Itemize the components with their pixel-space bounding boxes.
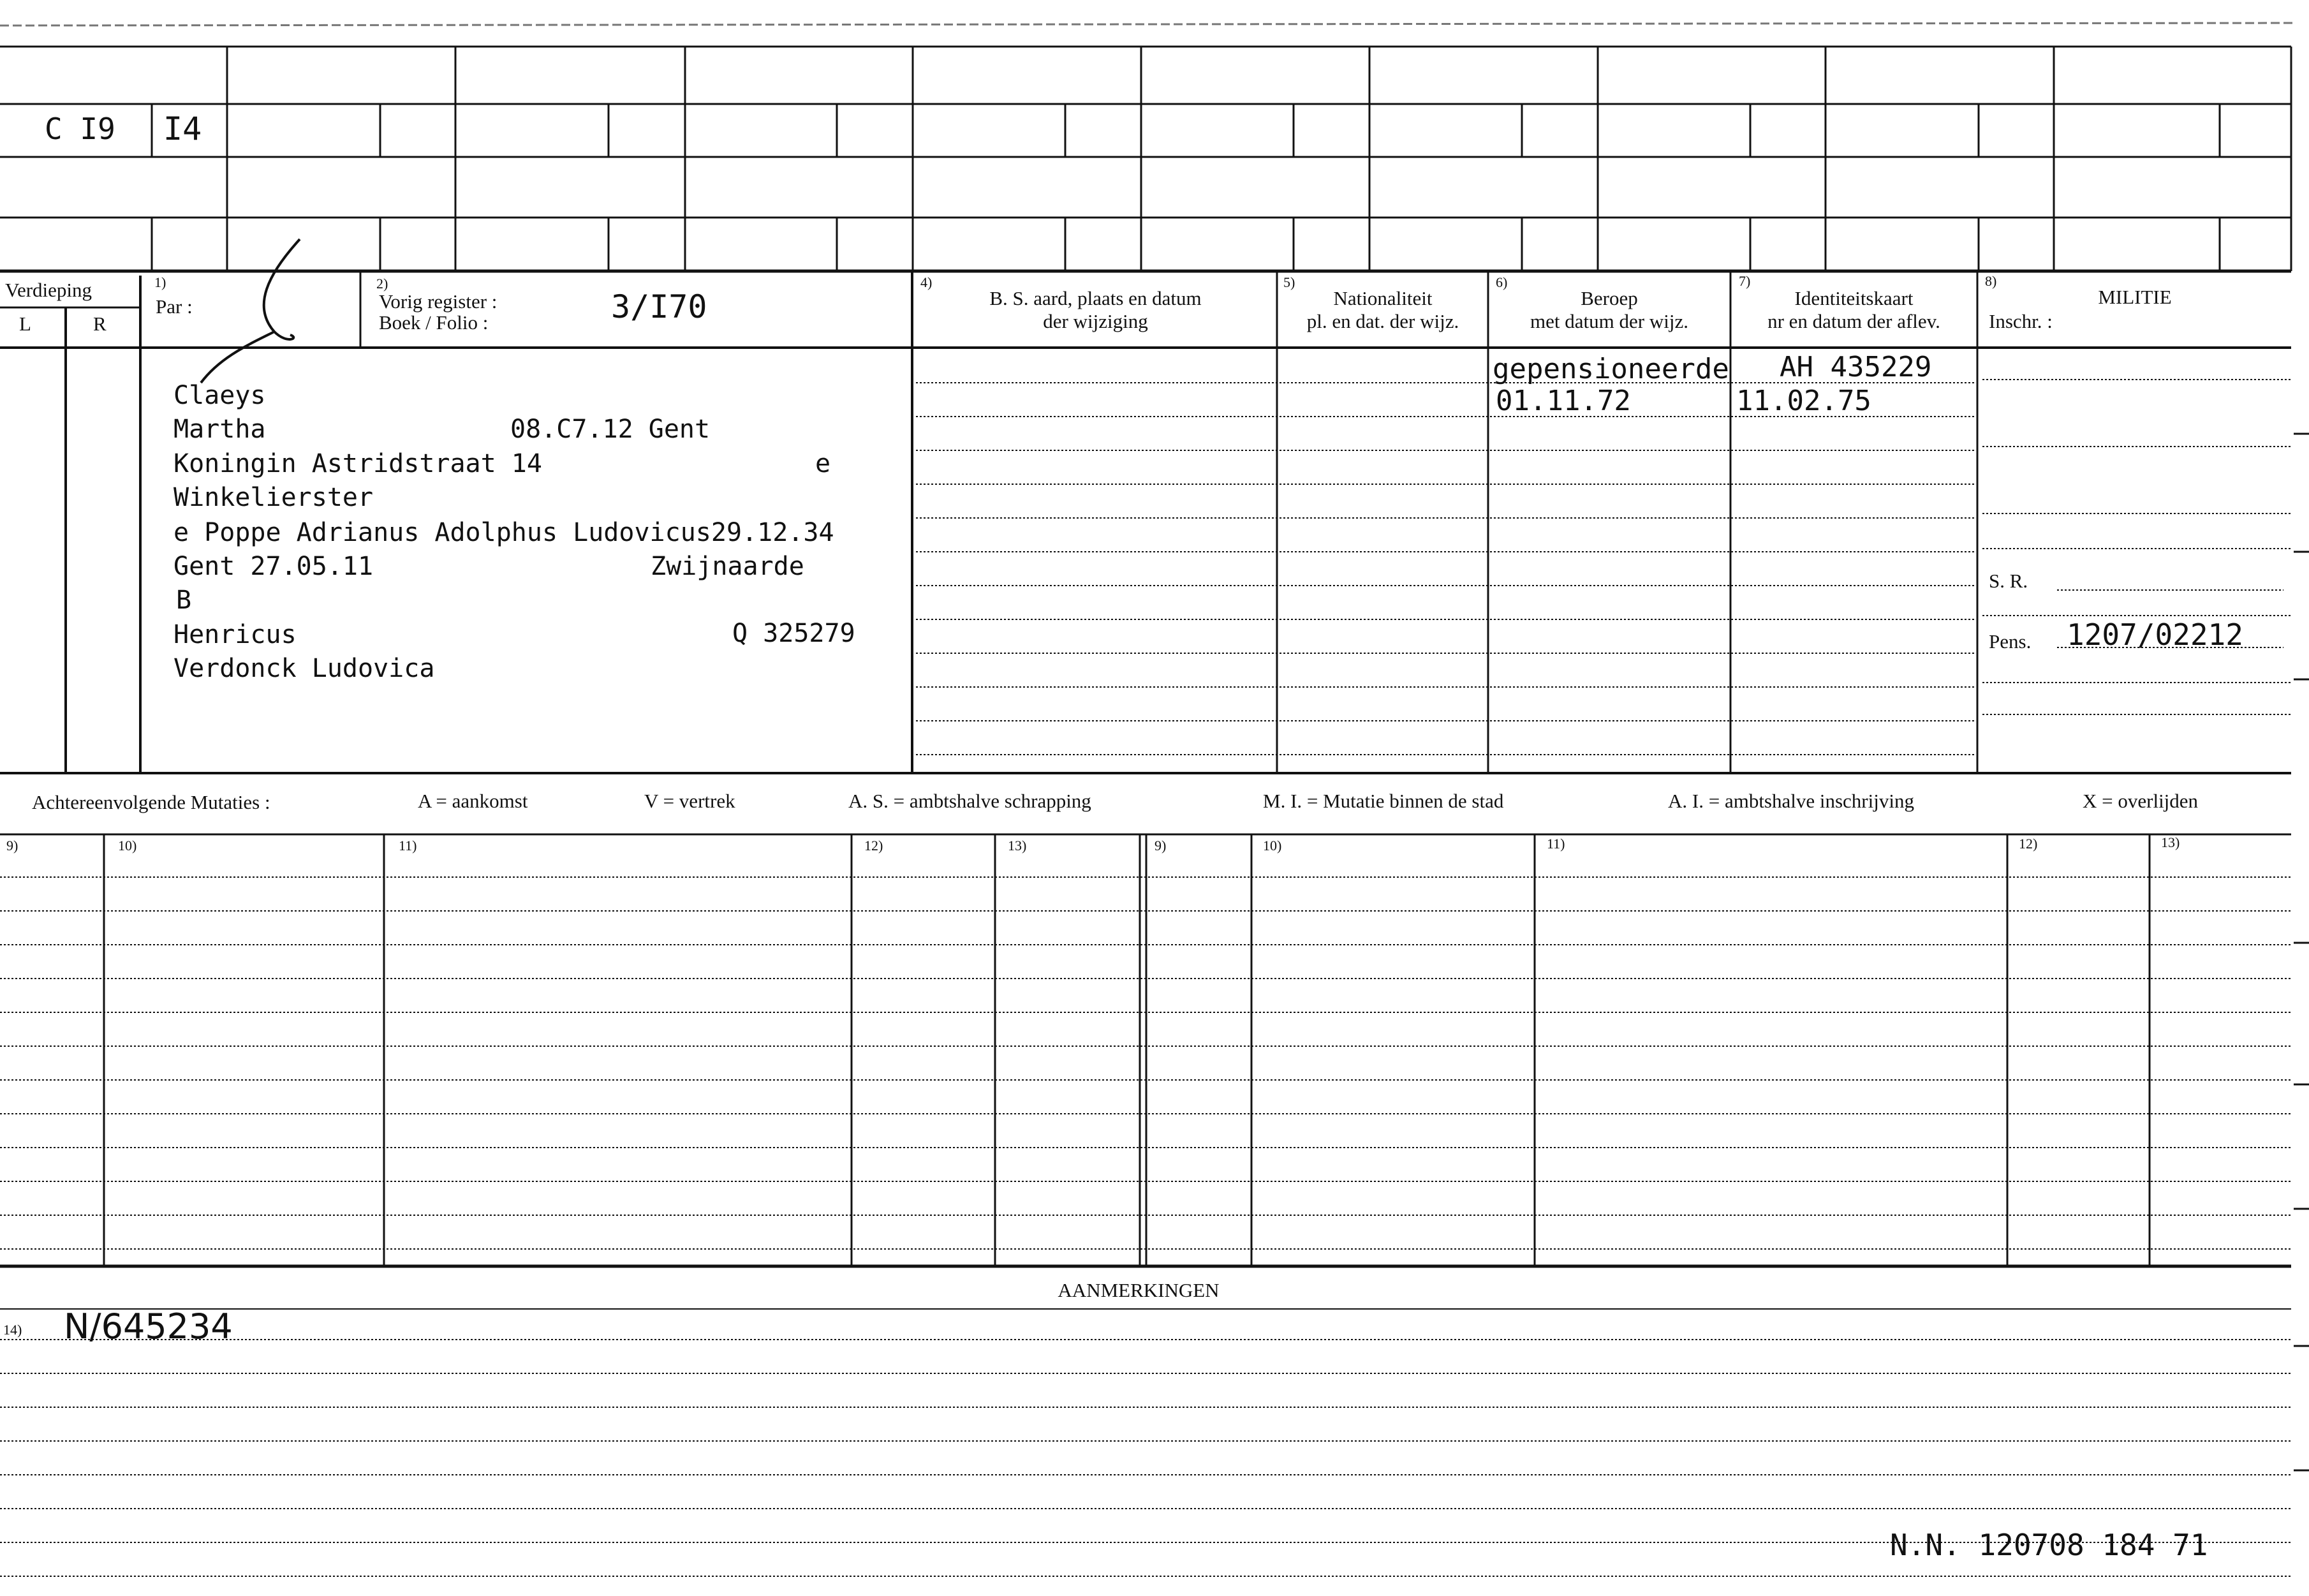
first-name: Martha (173, 415, 266, 444)
remarks-title: AANMERKINGEN (1058, 1279, 1220, 1301)
par-number: 1) (154, 274, 166, 290)
identiteitskaart-label: Identiteitskaart (1794, 287, 1914, 309)
mut-col-12-left: 12) (864, 838, 883, 853)
militie-title: MILITIE (2098, 286, 2172, 308)
mother-name: Verdonck Ludovica (173, 654, 435, 683)
father-name: Henricus (173, 620, 297, 649)
identiteitskaart-sublabel: nr en datum der aflev. (1767, 310, 1940, 332)
militie-inschr-label: Inschr. : (1989, 310, 2053, 332)
beroep-date: 01.11.72 (1496, 385, 1631, 417)
spouse-line: e Poppe Adrianus Adolphus Ludovicus29.12.34 (173, 518, 834, 547)
boek-folio-value: 3/I70 (611, 288, 707, 325)
surname: Claeys (173, 381, 266, 410)
identiteitskaart-number: 7) (1739, 273, 1751, 289)
occupation: Winkelierster (173, 483, 374, 512)
register-code-a: C I9 (45, 112, 115, 146)
spouse-birth-place: Gent 27.05.11 (173, 552, 374, 581)
mut-col-11-left: 11) (399, 838, 417, 853)
legend-inschrijving: A. I. = ambtshalve inschrijving (1668, 790, 1914, 812)
national-number: N.N. 120708 184 71 (1890, 1528, 2208, 1562)
mut-col-12-right: 12) (2019, 836, 2038, 852)
mut-col-13-right: 13) (2161, 834, 2180, 850)
militie-number: 8) (1985, 273, 1997, 289)
identity-card-number: AH 435229 (1780, 351, 1932, 383)
pen-stroke (201, 239, 300, 383)
beroep-sublabel: met datum der wijz. (1530, 310, 1688, 332)
militie-pens-label: Pens. (1989, 630, 2032, 653)
mut-col-9-left: 9) (6, 838, 18, 853)
col-r-label: R (93, 313, 107, 335)
birth-date-place: 08.C7.12 Gent (510, 415, 711, 444)
beroep-label: Beroep (1581, 287, 1638, 309)
remarks-value: N/645234 (64, 1306, 233, 1347)
nationaliteit-sublabel: pl. en dat. der wijz. (1306, 310, 1459, 332)
beroep-number: 6) (1496, 274, 1508, 290)
mut-col-10-left: 10) (118, 838, 137, 853)
father-code: Q 325279 (732, 619, 855, 648)
legend-schrapping: A. S. = ambtshalve schrapping (848, 790, 1091, 812)
mut-col-9-right: 9) (1154, 838, 1167, 853)
bs-label-line2: der wijziging (1043, 310, 1148, 332)
bs-label-line1: B. S. aard, plaats en datum (989, 287, 1202, 309)
legend-mutatie-stad: M. I. = Mutatie binnen de stad (1263, 790, 1504, 812)
mutations-title: Achtereenvolgende Mutaties : (32, 791, 270, 813)
beroep-value: gepensioneerde (1493, 353, 1729, 385)
remarks-number: 14) (3, 1322, 22, 1338)
legend-aankomst: A = aankomst (418, 790, 528, 812)
par-label: Par : (156, 295, 193, 318)
nationaliteit-label: Nationaliteit (1333, 287, 1433, 309)
boek-folio-label: Boek / Folio : (379, 311, 489, 334)
mut-col-13-left: 13) (1008, 838, 1027, 853)
register-code-b: I4 (163, 110, 202, 147)
mut-col-10-right: 10) (1263, 838, 1282, 853)
legend-vertrek: V = vertrek (644, 790, 735, 812)
address: Koningin Astridstraat 14 (173, 449, 542, 478)
vorig-register-label: Vorig register : (379, 290, 498, 313)
militie-pens-value: 1207/02212 (2067, 617, 2243, 652)
vorig-number: 2) (376, 276, 388, 292)
legend-overlijden: X = overlijden (2083, 790, 2199, 812)
col-l-label: L (19, 313, 31, 335)
bs-number: 4) (920, 274, 933, 290)
nationality-code: B (176, 586, 192, 615)
address-mark: e (815, 449, 831, 478)
militie-sr-label: S. R. (1989, 570, 2028, 592)
spouse-town: Zwijnaarde (651, 552, 804, 581)
mut-col-11-right: 11) (1547, 836, 1565, 852)
identity-card-date: 11.02.75 (1736, 385, 1871, 417)
nationaliteit-number: 5) (1283, 274, 1295, 290)
verdieping-label: Verdieping (5, 279, 92, 301)
